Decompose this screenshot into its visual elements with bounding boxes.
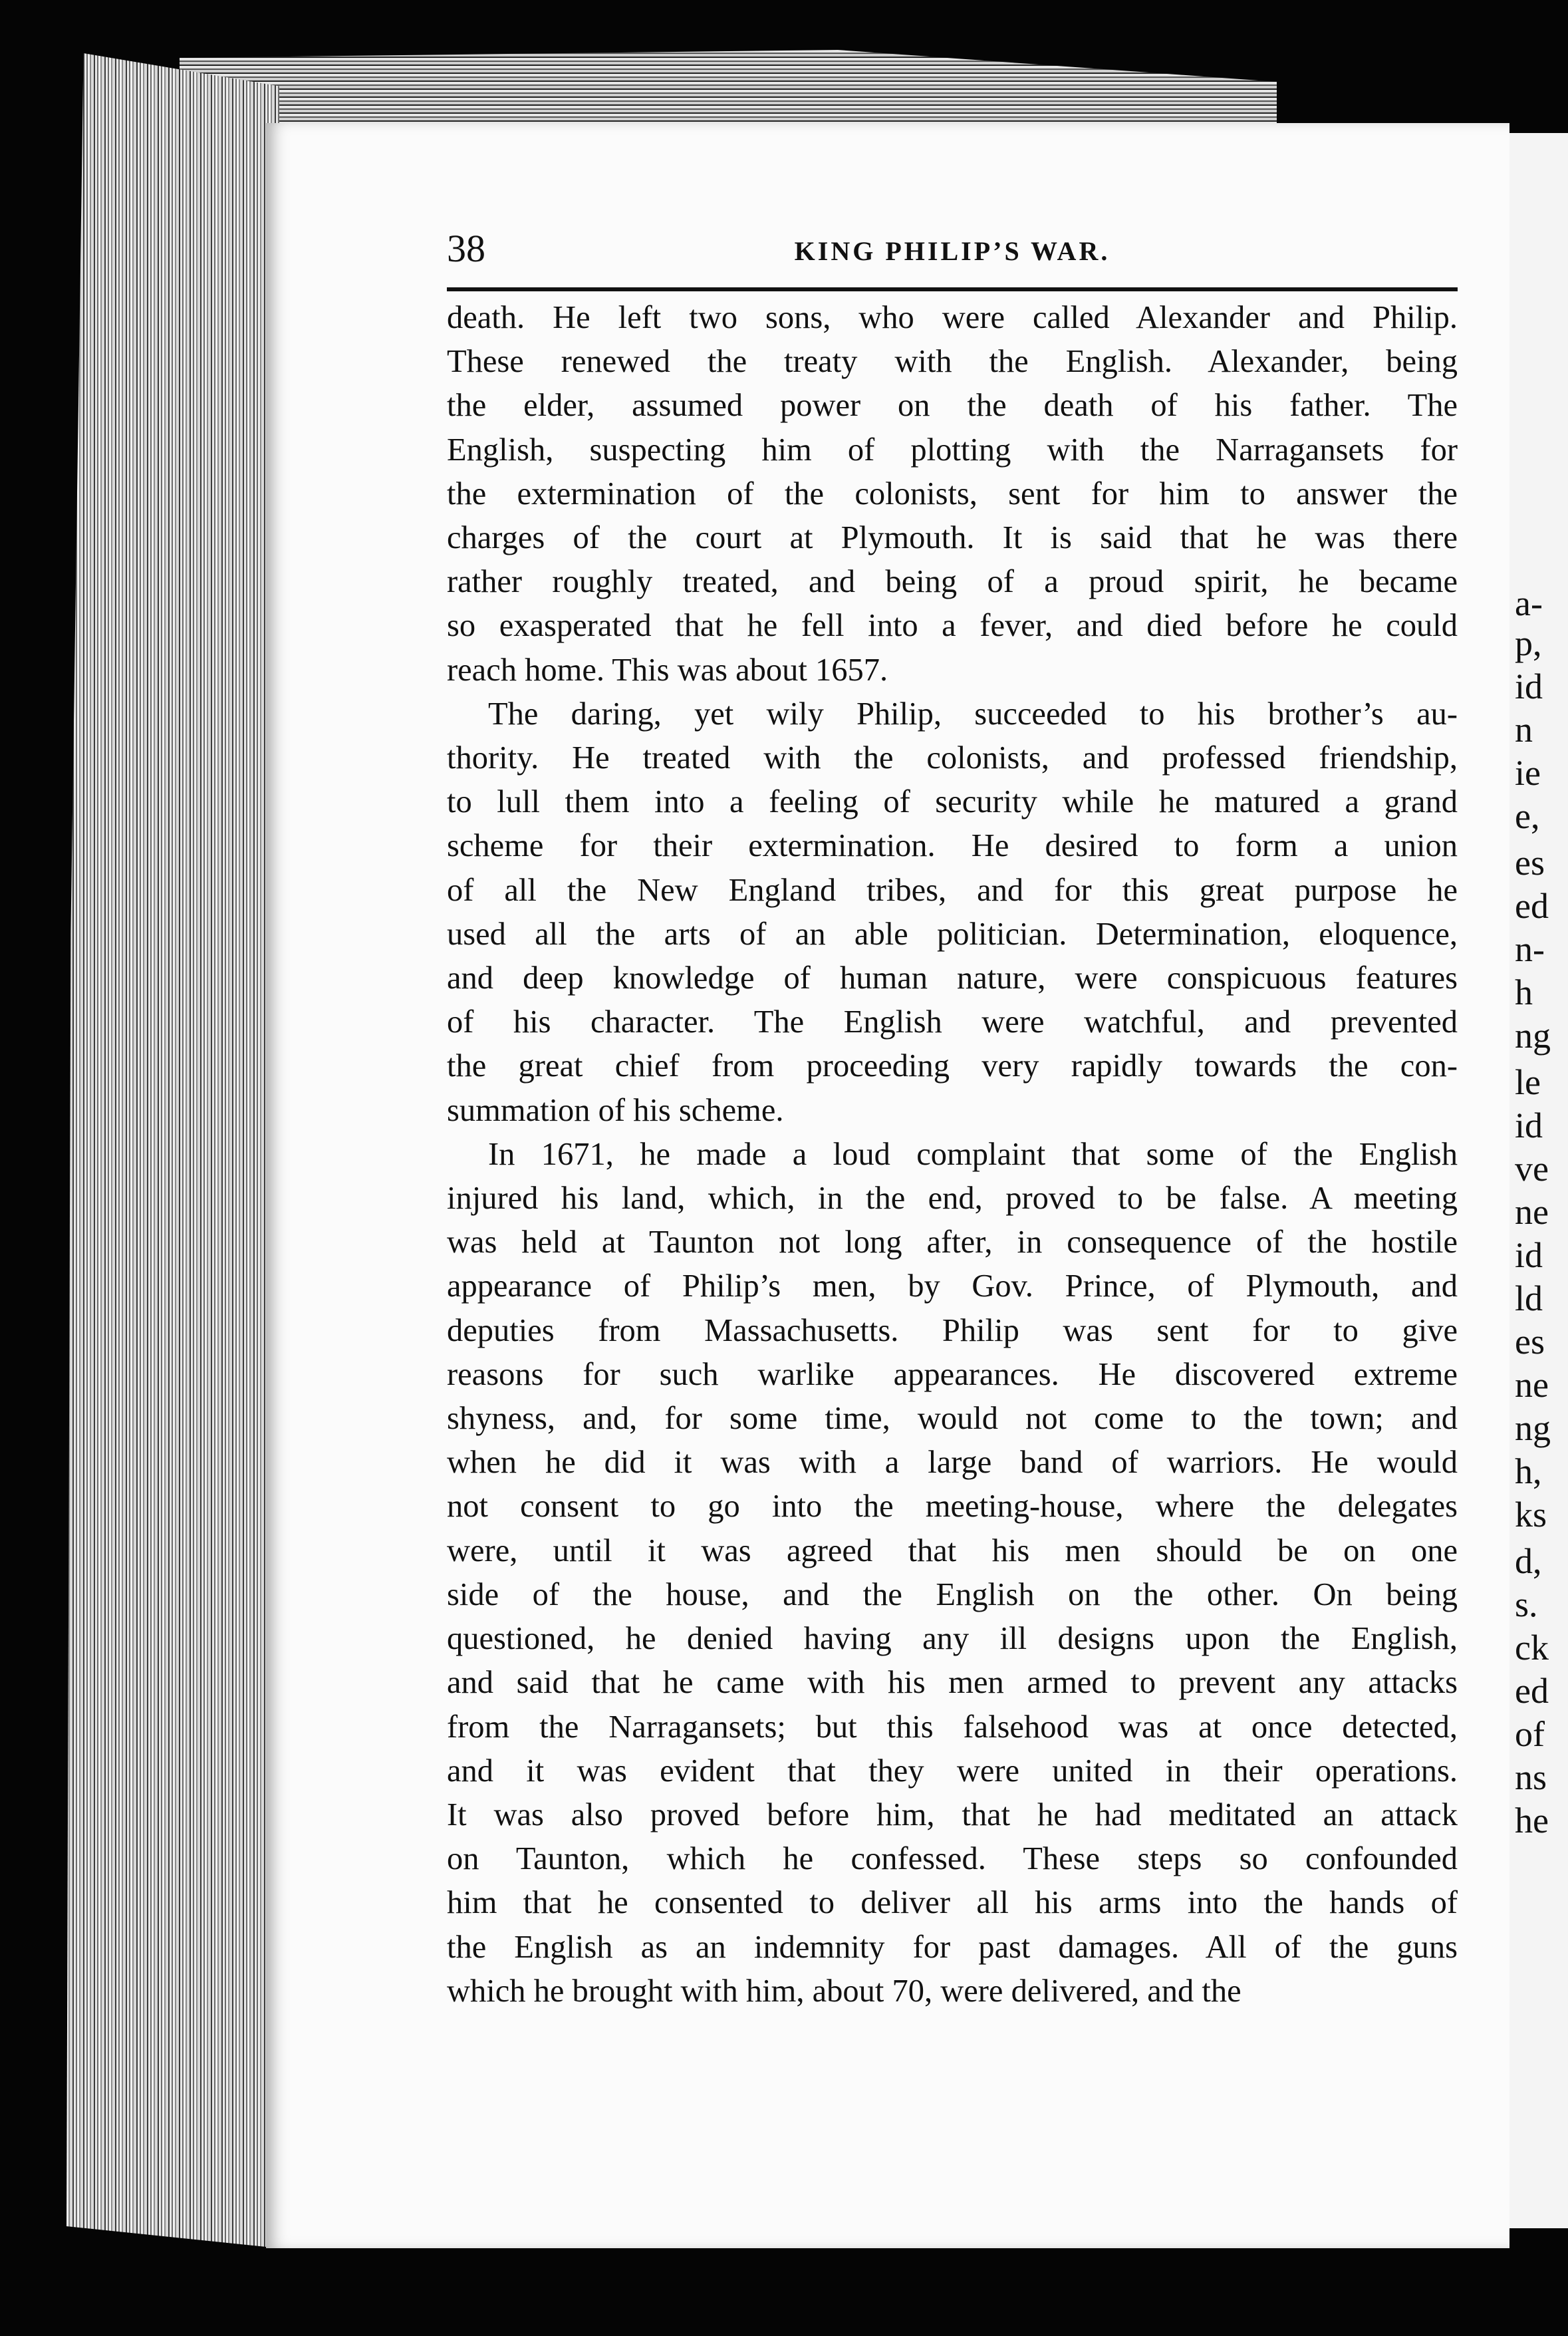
text-line: of all the New England tribes, and for this great purpose he: [447, 872, 1458, 908]
text-line: English, suspecting him of plotting with the Narragansets for: [447, 432, 1458, 468]
text-line: summation of his scheme.: [447, 1092, 784, 1128]
text-line: questioned, he denied having any ill designs upon the English,: [447, 1621, 1458, 1657]
header-rule: [447, 287, 1458, 291]
text-line: rather roughly treated, and being of a proud spirit, he became: [447, 564, 1458, 600]
facing-page-fragment: ck: [1515, 1628, 1549, 1668]
text-line: and said that he came with his men armed to prevent any attacks: [447, 1665, 1458, 1701]
facing-page-fragment: es: [1515, 843, 1545, 883]
text-line: to lull them into a feeling of security while he matured a grand: [447, 784, 1458, 820]
book-fore-edge: [66, 53, 279, 2248]
paragraph: [447, 692, 1458, 1133]
text-line: when he did it was with a large band of warriors. He would: [447, 1445, 1458, 1481]
text-line: not consent to go into the meeting-house, where the delegates: [447, 1489, 1458, 1525]
facing-page-fragment: ng: [1515, 1016, 1551, 1056]
facing-page-fragment: ed: [1515, 886, 1549, 926]
text-line: the extermination of the colonists, sent for him to answer the: [447, 476, 1458, 511]
facing-page-edge: [1509, 133, 1568, 2228]
text-line: reasons for such warlike appearances. He discovered extreme: [447, 1356, 1458, 1392]
text-line: injured his land, which, in the end, proved to be false. A meeting: [447, 1181, 1458, 1217]
facing-page-fragment: ne: [1515, 1192, 1549, 1232]
text-line: the English as an indemnity for past damages. All of the guns: [447, 1929, 1458, 1965]
paragraph: [447, 1133, 1458, 2013]
facing-page-fragment: h: [1515, 972, 1533, 1012]
text-line: scheme for their extermination. He desired to form a union: [447, 828, 1458, 864]
text-line: on Taunton, which he confessed. These steps so confounded: [447, 1841, 1458, 1877]
text-line: the elder, assumed power on the death of his father. The: [447, 388, 1458, 424]
text-line: were, until it was agreed that his men should be on one: [447, 1533, 1458, 1568]
text-line: of his character. The English were watchful, and prevented: [447, 1004, 1458, 1040]
facing-page-fragment: d,: [1515, 1541, 1542, 1581]
text-line: so exasperated that he fell into a fever, and died before he could: [447, 608, 1458, 644]
text-line: and it was evident that they were united in their operations.: [447, 1753, 1458, 1789]
text-line: used all the arts of an able politician. Determination, eloquence,: [447, 916, 1458, 952]
facing-page-fragment: ng: [1515, 1408, 1551, 1448]
facing-page-fragment: e,: [1515, 796, 1540, 836]
text-line: which he brought with him, about 70, were delivered, and the: [447, 1973, 1241, 2009]
text-line: charges of the court at Plymouth. It is said that he was there: [447, 520, 1458, 556]
facing-page-fragment: id: [1515, 666, 1543, 706]
text-line: the great chief from proceeding very rapidly towards the con-: [447, 1048, 1458, 1084]
facing-page-fragment: n-: [1515, 929, 1545, 969]
facing-page-fragment: ed: [1515, 1671, 1549, 1711]
book-page: [266, 123, 1509, 2248]
facing-page-fragment: s.: [1515, 1584, 1538, 1624]
text-line: In 1671, he made a loud complaint that some of the English: [488, 1136, 1458, 1172]
text-line: him that he consented to deliver all his arms into the hands of: [447, 1885, 1458, 1921]
facing-page-fragment: ld: [1515, 1278, 1543, 1318]
text-line: and deep knowledge of human nature, were conspicuous features: [447, 960, 1458, 996]
facing-page-fragment: ks: [1515, 1495, 1547, 1534]
facing-page-fragment: p,: [1515, 623, 1542, 663]
facing-page-fragment: a-: [1515, 583, 1543, 623]
page-number: 38: [447, 227, 485, 270]
text-line: from the Narragansets; but this falsehood was at once detected,: [447, 1709, 1458, 1745]
facing-page-fragment: n: [1515, 710, 1533, 750]
text-line: side of the house, and the English on the other. On being: [447, 1576, 1458, 1612]
facing-page-fragment: he: [1515, 1801, 1549, 1840]
text-line: shyness, and, for some time, would not come to the town; and: [447, 1401, 1458, 1437]
facing-page-fragment: id: [1515, 1235, 1543, 1275]
facing-page-fragment: ie: [1515, 753, 1541, 793]
text-line: The daring, yet wily Philip, succeeded to his brother’s au-: [488, 696, 1458, 732]
facing-page-fragment: of: [1515, 1714, 1545, 1754]
running-title: KING PHILIP’S WAR.: [794, 236, 1111, 266]
paragraph: [447, 296, 1458, 692]
text-line: appearance of Philip’s men, by Gov. Prince, of Plymouth, and: [447, 1268, 1458, 1304]
facing-page-fragment: ne: [1515, 1365, 1549, 1405]
text-line: thority. He treated with the colonists, and professed friendship,: [447, 740, 1458, 776]
text-line: deputies from Massachusetts. Philip was sent for to give: [447, 1312, 1458, 1348]
text-line: These renewed the treaty with the English. Alexander, being: [447, 344, 1458, 380]
facing-page-fragment: ve: [1515, 1149, 1549, 1189]
facing-page-fragment: ns: [1515, 1757, 1547, 1797]
text-line: was held at Taunton not long after, in consequence of the hostile: [447, 1225, 1458, 1260]
page-header: [447, 226, 1458, 286]
text-line: death. He left two sons, who were called Alexander and Philip.: [447, 300, 1458, 335]
facing-page-fragment: es: [1515, 1322, 1545, 1362]
facing-page-fragment: h,: [1515, 1451, 1542, 1491]
text-line: It was also proved before him, that he had meditated an attack: [447, 1797, 1458, 1832]
facing-page-fragment: id: [1515, 1105, 1543, 1145]
facing-page-fragment: le: [1515, 1062, 1541, 1102]
body-text: [447, 296, 1458, 2013]
text-line: reach home. This was about 1657.: [447, 652, 888, 688]
